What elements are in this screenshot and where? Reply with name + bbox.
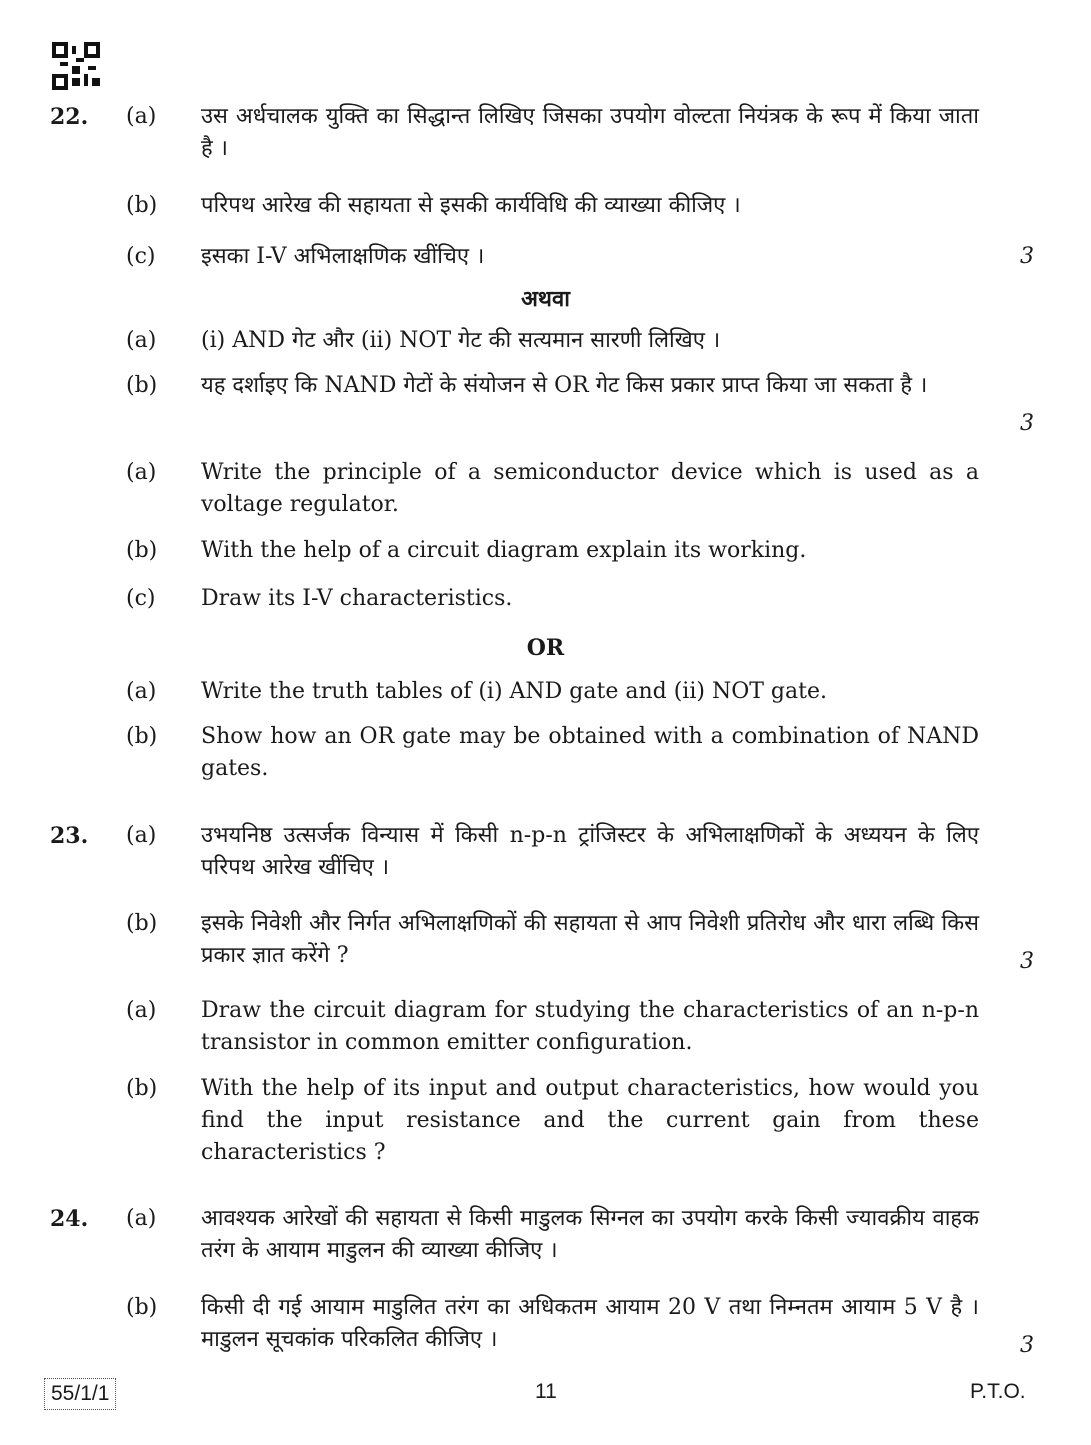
marks: 3: [1020, 411, 1034, 436]
question-text: Show how an OR gate may be obtained with a combination of NAND gates.: [201, 724, 979, 781]
paper-code: 55/1/1: [44, 1378, 116, 1410]
or-separator: अथवा: [521, 286, 570, 312]
question-text: आवश्यक आरेखों की सहायता से किसी माडुलक सिग्नल का उपयोग करके किसी ज्यावक्रीय वाहक तरंग के आयाम माडुलन की व्याख्या कीजिए ।: [201, 1206, 979, 1263]
question-text: किसी दी गई आयाम माडुलित तरंग का अधिकतम आयाम 20 V तथा निम्नतम आयाम 5 V है । माडुलन सूचकांक परिकलित कीजिए ।: [201, 1295, 979, 1352]
pto-label: P.T.O.: [970, 1380, 1026, 1403]
part-label: (c): [126, 244, 156, 269]
part-label: (b): [126, 1076, 158, 1101]
question-number: 23.: [50, 823, 89, 849]
question-number: 22.: [50, 104, 89, 130]
question-text: With the help of a circuit diagram explain its working.: [201, 538, 807, 563]
qr-code: [52, 42, 100, 90]
part-label: (b): [126, 193, 158, 218]
question-text: Write the principle of a semiconductor device which is used as a voltage regulator.: [201, 460, 979, 517]
part-label: (a): [126, 328, 157, 353]
marks: 3: [1020, 244, 1034, 269]
part-label: (b): [126, 373, 158, 398]
question-text: इसके निवेशी और निर्गत अभिलाक्षणिकों की सहायता से आप निवेशी प्रतिरोध और धारा लब्धि किस प्रकार ज्ञात करेंगे ?: [201, 911, 979, 968]
marks: 3: [1020, 949, 1034, 974]
marks: 3: [1020, 1333, 1034, 1358]
part-label: (a): [126, 1206, 157, 1231]
question-text: Draw its I-V characteristics.: [201, 586, 513, 611]
part-label: (b): [126, 1295, 158, 1320]
part-label: (c): [126, 586, 156, 611]
part-label: (a): [126, 104, 157, 129]
question-text: With the help of its input and output characteristics, how would you find the input resistance and the current gain from these characteristics ?: [201, 1076, 979, 1165]
question-text: Write the truth tables of (i) AND gate and (ii) NOT gate.: [201, 679, 827, 704]
page-number: 11: [535, 1380, 557, 1403]
question-text: (i) AND गेट और (ii) NOT गेट की सत्यमान सारणी लिखिए ।: [201, 328, 721, 353]
part-label: (a): [126, 998, 157, 1023]
part-label: (a): [126, 460, 157, 485]
question-text: इसका I-V अभिलाक्षणिक खींचिए ।: [201, 244, 485, 269]
or-separator: OR: [526, 635, 565, 661]
question-text: उभयनिष्ठ उत्सर्जक विन्यास में किसी n-p-n ट्रांजिस्टर के अभिलाक्षणिकों के अध्ययन के लिए परिपथ आरेख खींचिए ।: [201, 823, 979, 880]
question-text: यह दर्शाइए कि NAND गेटों के संयोजन से OR गेट किस प्रकार प्राप्त किया जा सकता है ।: [201, 373, 928, 398]
part-label: (b): [126, 538, 158, 563]
part-label: (b): [126, 724, 158, 749]
part-label: (a): [126, 823, 157, 848]
question-text: उस अर्धचालक युक्ति का सिद्धान्त लिखिए जिसका उपयोग वोल्टता नियंत्रक के रूप में किया जाता है ।: [201, 104, 979, 161]
part-label: (b): [126, 911, 158, 936]
part-label: (a): [126, 679, 157, 704]
question-text: Draw the circuit diagram for studying the characteristics of an n-p-n transistor in common emitter configuration.: [201, 998, 979, 1055]
question-text: परिपथ आरेख की सहायता से इसकी कार्यविधि की व्याख्या कीजिए ।: [201, 193, 741, 218]
question-number: 24.: [50, 1206, 89, 1232]
